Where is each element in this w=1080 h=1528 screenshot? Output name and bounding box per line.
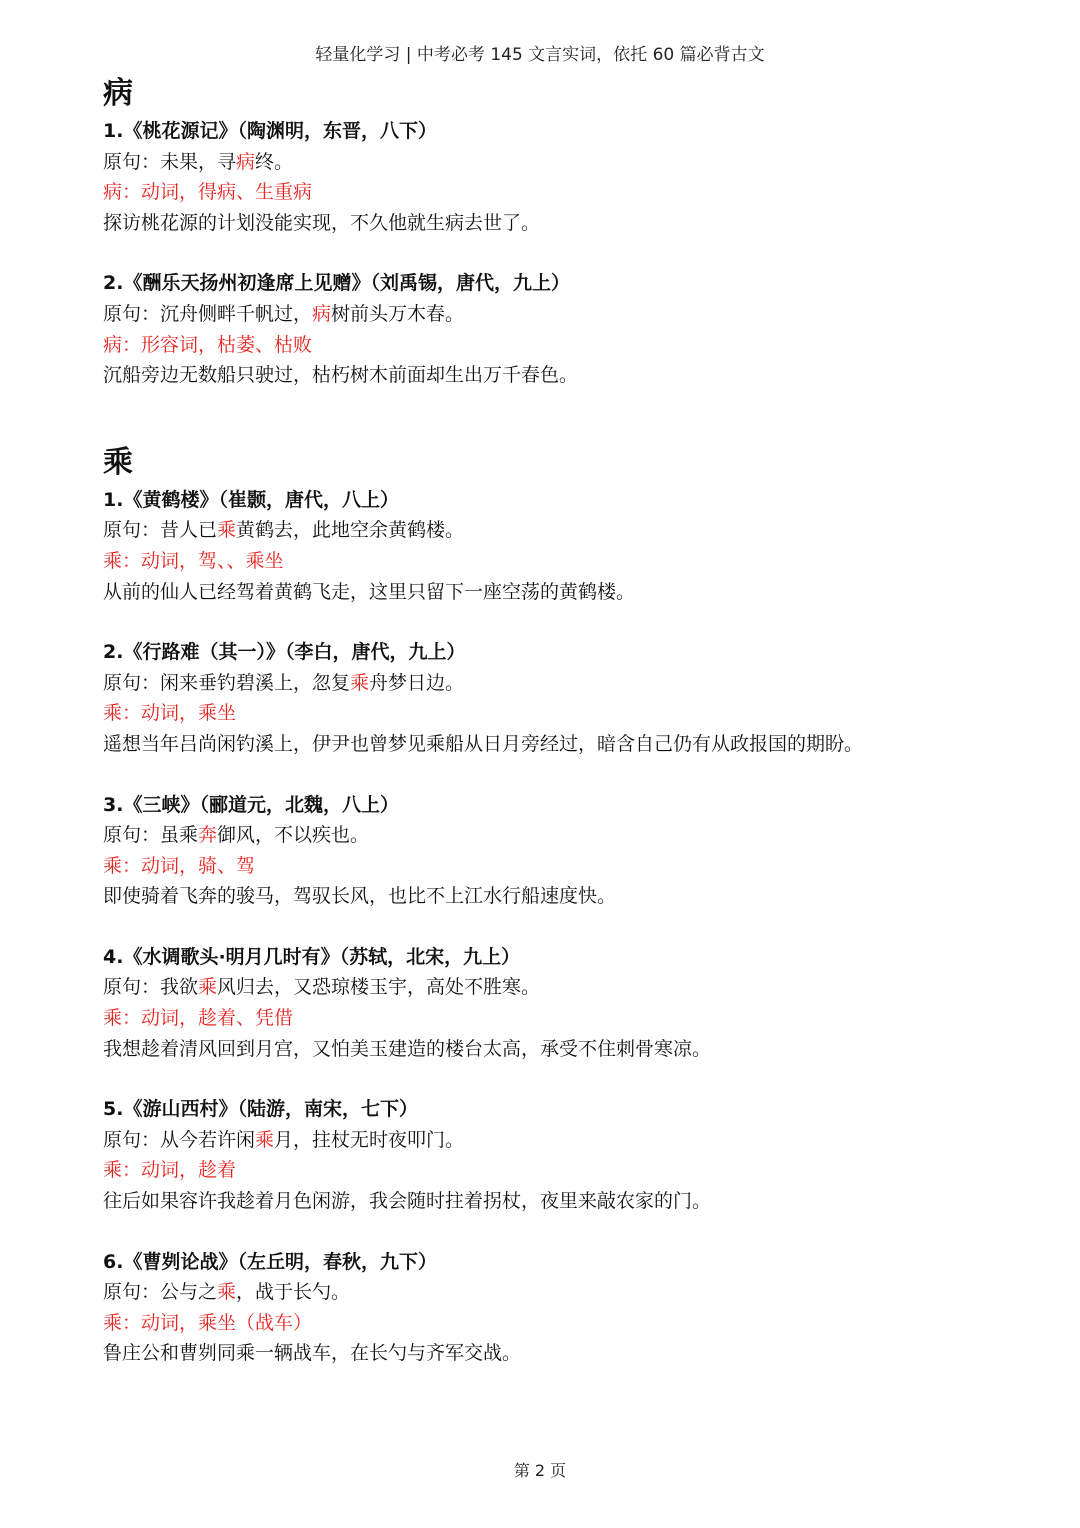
highlighted-word: 乘 bbox=[350, 671, 370, 694]
page-number: 第 2 页 bbox=[513, 1461, 567, 1480]
sentence-text: 原句：公与之 bbox=[103, 1281, 218, 1304]
sentence-text: 终。 bbox=[255, 150, 294, 173]
entry-title: 4.《水调歌头·明月几时有》（苏轼，北宋，九上） bbox=[103, 945, 521, 968]
entry-title: 2.《酬乐天扬州初逢席上见赠》（刘禹锡，唐代，九上） bbox=[103, 272, 570, 295]
entry-spacer bbox=[103, 912, 1003, 942]
highlighted-word: 奔 bbox=[198, 824, 218, 847]
example-entry bbox=[103, 268, 1003, 390]
entry-spacer bbox=[103, 760, 1003, 790]
word-meaning: 乘：动词，趁着 bbox=[103, 1159, 237, 1182]
sentence-text: 原句：闲来垂钓碧溪上，忽复 bbox=[103, 671, 351, 694]
sentence-text: 御风，不以疾也。 bbox=[217, 824, 370, 847]
entry-title: 5.《游山西村》（陆游，南宋，七下） bbox=[103, 1098, 418, 1121]
section-heading-char: 乘 bbox=[103, 444, 133, 480]
word-meaning: 病：动词，得病、生重病 bbox=[103, 181, 313, 204]
translation: 从前的仙人已经驾着黄鹤飞走，这里只留下一座空荡的黄鹤楼。 bbox=[103, 580, 636, 603]
original-sentence bbox=[103, 972, 1003, 1003]
translation: 遥想当年吕尚闲钓溪上，伊尹也曾梦见乘船从日月旁经过，暗含自己仍有从政报国的期盼。 bbox=[103, 732, 864, 755]
original-sentence bbox=[103, 820, 1003, 851]
entry-spacer bbox=[103, 1217, 1003, 1247]
translation: 我想趁着清风回到月宫，又怕美玉建造的楼台太高，承受不住刺骨寒凉。 bbox=[103, 1037, 712, 1060]
page-header: 轻量化学习 | 中考必考 145 文言实词，依托 60 篇必背古文 bbox=[315, 45, 765, 65]
document-body bbox=[103, 72, 1003, 1369]
section-spacer bbox=[103, 391, 1003, 441]
original-sentence bbox=[103, 668, 1003, 699]
section-heading-char: 病 bbox=[103, 76, 133, 111]
sentence-text: 树前头万木春。 bbox=[331, 302, 465, 325]
word-meaning: 乘：动词，趁着、凭借 bbox=[103, 1007, 294, 1030]
entry-title: 3.《三峡》（郦道元，北魏，八上） bbox=[103, 793, 399, 816]
example-entry bbox=[103, 485, 1003, 607]
sentence-text: 原句：我欲 bbox=[103, 976, 199, 999]
sentence-text: 原句：未果，寻 bbox=[103, 150, 237, 173]
entry-title: 1.《黄鹤楼》（崔颢，唐代，八上） bbox=[103, 488, 399, 511]
translation: 沉船旁边无数船只驶过，枯朽树木前面却生出万千春色。 bbox=[103, 364, 579, 387]
translation: 鲁庄公和曹刿同乘一辆战车，在长勺与齐军交战。 bbox=[103, 1342, 522, 1365]
sentence-text: 原句：从今若许闲 bbox=[103, 1128, 256, 1151]
entry-spacer bbox=[103, 238, 1003, 268]
example-entry bbox=[103, 1094, 1003, 1216]
original-sentence bbox=[103, 299, 1003, 330]
word-section bbox=[103, 72, 1003, 391]
sentence-text: 风归去，又恐琼楼玉宇，高处不胜寒。 bbox=[217, 976, 541, 999]
sentence-text: 舟梦日边。 bbox=[369, 671, 465, 694]
original-sentence bbox=[103, 1277, 1003, 1308]
sentence-text: ，战于长勺。 bbox=[236, 1281, 351, 1304]
entry-title: 6.《曹刿论战》（左丘明，春秋，九下） bbox=[103, 1250, 437, 1273]
example-entry bbox=[103, 116, 1003, 238]
sentence-text: 月，拄杖无时夜叩门。 bbox=[274, 1128, 465, 1151]
word-meaning: 乘：动词，乘坐（战车） bbox=[103, 1311, 313, 1334]
original-sentence bbox=[103, 1125, 1003, 1156]
entry-spacer bbox=[103, 1064, 1003, 1094]
example-entry bbox=[103, 790, 1003, 912]
example-entry bbox=[103, 637, 1003, 759]
word-meaning: 病：形容词，枯萎、枯败 bbox=[103, 333, 313, 356]
example-entry bbox=[103, 1247, 1003, 1369]
original-sentence bbox=[103, 147, 1003, 178]
word-section bbox=[103, 441, 1003, 1369]
entry-spacer bbox=[103, 607, 1003, 637]
translation: 即使骑着飞奔的骏马，驾驭长风，也比不上江水行船速度快。 bbox=[103, 885, 617, 908]
translation: 往后如果容许我趁着月色闲游，我会随时拄着拐杖，夜里来敲农家的门。 bbox=[103, 1190, 712, 1213]
translation: 探访桃花源的计划没能实现，不久他就生病去世了。 bbox=[103, 211, 541, 234]
highlighted-word: 乘 bbox=[217, 519, 237, 542]
highlighted-word: 病 bbox=[312, 302, 332, 325]
sentence-text: 黄鹤去，此地空余黄鹤楼。 bbox=[236, 519, 465, 542]
original-sentence bbox=[103, 515, 1003, 546]
highlighted-word: 病 bbox=[236, 150, 256, 173]
example-entry bbox=[103, 942, 1003, 1064]
sentence-text: 原句：虽乘 bbox=[103, 824, 199, 847]
word-meaning: 乘：动词，骑、驾 bbox=[103, 854, 256, 877]
highlighted-word: 乘 bbox=[198, 976, 218, 999]
highlighted-word: 乘 bbox=[217, 1281, 237, 1304]
sentence-text: 原句：沉舟侧畔千帆过， bbox=[103, 302, 313, 325]
word-meaning: 乘：动词，驾、、乘坐 bbox=[103, 549, 284, 572]
entry-title: 1.《桃花源记》（陶渊明，东晋，八下） bbox=[103, 120, 437, 142]
sentence-text: 原句：昔人已 bbox=[103, 519, 218, 542]
highlighted-word: 乘 bbox=[255, 1128, 275, 1151]
entry-title: 2.《行路难（其一）》（李白，唐代，九上） bbox=[103, 641, 466, 664]
word-meaning: 乘：动词，乘坐 bbox=[103, 702, 237, 725]
